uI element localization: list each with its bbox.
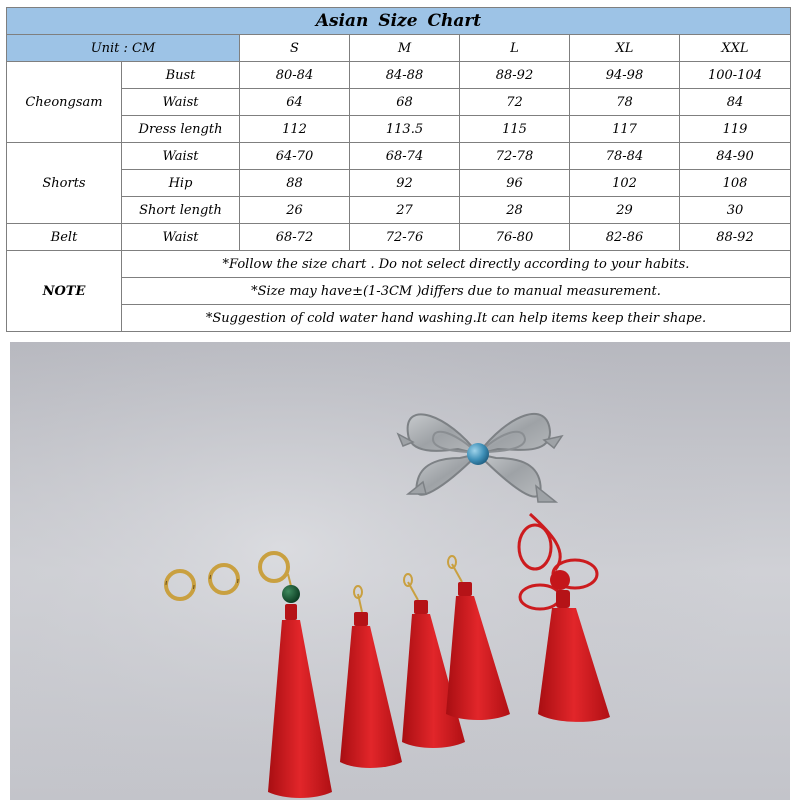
chart-title-row: [7, 8, 791, 35]
green-bead: [282, 585, 300, 603]
measure-row: [7, 143, 791, 170]
measure-label: Waist: [122, 89, 240, 116]
measure-row: [7, 170, 791, 197]
size-chart-table: [6, 7, 791, 332]
size-value: 88-92: [680, 224, 791, 251]
product-photo: [10, 342, 790, 800]
note-text: *Follow the size chart . Do not select directly according to your habits.: [122, 251, 791, 278]
size-value: 78-84: [570, 143, 680, 170]
size-value: 68: [350, 89, 460, 116]
product-illustration: [10, 342, 790, 800]
size-value: 30: [680, 197, 791, 224]
size-value: 72: [460, 89, 570, 116]
size-header: XL: [570, 35, 680, 62]
size-value: 92: [350, 170, 460, 197]
garment-label: Cheongsam: [7, 62, 122, 143]
note-row: [7, 305, 791, 332]
size-value: 112: [240, 116, 350, 143]
size-value: 88-92: [460, 62, 570, 89]
size-value: 78: [570, 89, 680, 116]
garment-label: Shorts: [7, 143, 122, 224]
blue-bead: [467, 443, 489, 465]
note-row: [7, 251, 791, 278]
note-text: *Size may have±(1-3CM )differs due to manual measurement.: [122, 278, 791, 305]
measure-label: Waist: [122, 224, 240, 251]
size-value: 84-88: [350, 62, 460, 89]
size-value: 64: [240, 89, 350, 116]
measure-label: Waist: [122, 143, 240, 170]
size-value: 94-98: [570, 62, 680, 89]
size-value: 26: [240, 197, 350, 224]
size-header: S: [240, 35, 350, 62]
garment-label: Belt: [7, 224, 122, 251]
size-value: 82-86: [570, 224, 680, 251]
size-value: 84: [680, 89, 791, 116]
measure-row: [7, 116, 791, 143]
size-value: 29: [570, 197, 680, 224]
measure-label: Bust: [122, 62, 240, 89]
size-header-row: [7, 35, 791, 62]
size-value: 108: [680, 170, 791, 197]
size-value: 117: [570, 116, 680, 143]
note-label: NOTE: [7, 251, 122, 332]
size-value: 113.5: [350, 116, 460, 143]
unit-label: Unit : CM: [7, 35, 240, 62]
size-value: 100-104: [680, 62, 791, 89]
size-chart: [6, 7, 790, 332]
measure-label: Short length: [122, 197, 240, 224]
note-row: [7, 278, 791, 305]
size-value: 68-72: [240, 224, 350, 251]
size-value: 64-70: [240, 143, 350, 170]
measure-label: Hip: [122, 170, 240, 197]
size-header: XXL: [680, 35, 791, 62]
size-value: 84-90: [680, 143, 791, 170]
size-value: 28: [460, 197, 570, 224]
measure-row: [7, 197, 791, 224]
size-value: 115: [460, 116, 570, 143]
size-value: 96: [460, 170, 570, 197]
size-value: 27: [350, 197, 460, 224]
size-value: 102: [570, 170, 680, 197]
chart-title: Asian Size Chart: [7, 8, 791, 35]
note-text: *Suggestion of cold water hand washing.It can help items keep their shape.: [122, 305, 791, 332]
size-value: 88: [240, 170, 350, 197]
size-value: 72-78: [460, 143, 570, 170]
measure-row: [7, 224, 791, 251]
size-value: 80-84: [240, 62, 350, 89]
size-value: 72-76: [350, 224, 460, 251]
size-value: 76-80: [460, 224, 570, 251]
size-value: 119: [680, 116, 791, 143]
measure-label: Dress length: [122, 116, 240, 143]
measure-row: [7, 62, 791, 89]
measure-row: [7, 89, 791, 116]
size-value: 68-74: [350, 143, 460, 170]
size-header: L: [460, 35, 570, 62]
size-header: M: [350, 35, 460, 62]
